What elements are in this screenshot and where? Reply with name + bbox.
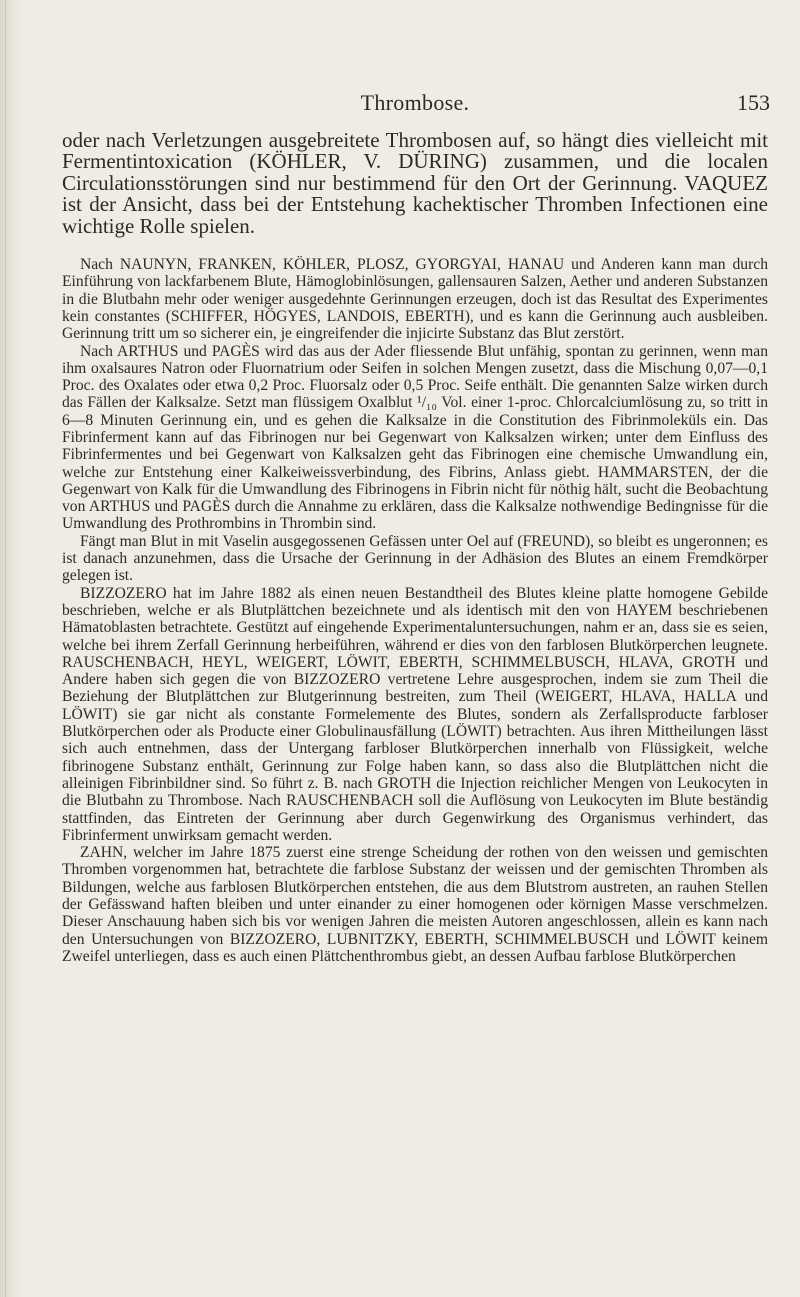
page-gutter-line: [5, 0, 6, 1297]
paragraph-arthus: Nach ARTHUS und PAGÈS wird das aus der Ader fliessende Blut unfähig, spontan zu gerinnen, wenn man ihm oxalsaures Natron oder Fluornatrium oder Seifen in solchen Mengen zusetzt, dass die Mischung 0,07—0,1 Proc. des Oxalates oder etwa 0,2 Proc. Fluorsalz oder 0,5 Proc. Seife enthält. Die genannten Salze wirken durch das Fällen der Kalksalze. Setzt man flüssigem Oxalblut ¹/₁₀ Vol. einer 1-proc. Chlorcalciumlösung zu, so tritt in 6—8 Minuten Gerinnung ein, und es gehen die Kalksalze in die Constitution des Fibrinmoleküls ein. Das Fibrinferment kann auf das Fibrinogen nur bei Gegenwart von Kalksalzen wirken; unter dem Einfluss des Fibrinfermentes und bei Gegenwart von Kalksalzen geht das Fibrinogen eine chemische Umwandlung ein, welche zur Entstehung einer Kalkeiweissverbindung, des Fibrins, Anlass giebt. HAMMARSTEN, der die Gegenwart von Kalk für die Umwandlung des Fibrinogens in Fibrin nicht für nöthig hält, sucht die Beobachtung von ARTHUS und PAGÈS durch die Annahme zu erklären, dass die Kalksalze nothwendige Bedingnisse für die Umwandlung des Prothrombins in Thrombin sind.: [62, 342, 768, 533]
paragraph-naunyn: Nach NAUNYN, FRANKEN, KÖHLER, PLOSZ, GYORGYAI, HANAU und Anderen kann man durch Einführung von lackfarbenem Blute, Hämoglobinlösungen, gallensauren Salzen, Aether und anderen Substanzen in die Blutbahn mehr oder weniger ausgedehnte Gerinnungen erzeugen, doch ist das Resultat des Experimentes kein constantes (SCHIFFER, HÖGYES, LANDOIS, EBERTH), und es kann die Gerinnung auch ausbleiben. Gerinnung tritt um so sicherer ein, je eingreifender die injicirte Substanz das Blut zerstört.: [62, 256, 768, 343]
paragraph-bizzozero: BIZZOZERO hat im Jahre 1882 als einen neuen Bestandtheil des Blutes kleine platte homogene Gebilde beschrieben, welche er als Blutplättchen bezeichnete und als identisch mit den von HAYEM beschriebenen Hämatoblasten betrachtete. Gestützt auf eingehende Experimentaluntersuchungen, nahm er an, dass sie es seien, welche bei ihrem Zerfall Gerinnung herbeiführen, während er dies von den farblosen Blutkörperchen leugnete. RAUSCHENBACH, HEYL, WEIGERT, LÖWIT, EBERTH, SCHIMMELBUSCH, HLAVA, GROTH und Andere haben sich gegen die von BIZZOZERO vertretene Lehre ausgesprochen, indem sie zum Theil die Beziehung der Blutplättchen zur Blutgerinnung bestreiten, zum Theil (WEIGERT, HLAVA, HALLA und LÖWIT) sie gar nicht als constante Formelemente des Blutes, sondern als Zerfallsproducte farbloser Blutkörperchen oder als Producte einer Globulinausfällung (LÖWIT) betrachten. Aus ihren Mittheilungen lässt sich auch entnehmen, dass der Untergang farbloser Blutkörperchen innerhalb von Flüssigkeit, welche fibrinogene Substanz enthält, Gerinnung zur Folge haben kann, so dass also die Blutplättchen nicht die alleinigen Fibrinbildner sind. So führt z. B. nach GROTH die Injection reichlicher Mengen von Leukocyten in die Blutbahn zu Thrombose. Nach RAUSCHENBACH soll die Auflösung von Leukocyten im Blute beständig stattfinden, das Eintreten der Gerinnung aber durch Gegenwirkung des Organismus verhindert, das Fibrinferment unwirksam gemacht werden.: [62, 584, 768, 844]
paragraph-zahn: ZAHN, welcher im Jahre 1875 zuerst eine strenge Scheidung der rothen von den weissen und gemischten Thromben vorgenommen hat, betrachtete die farblose Substanz der weissen und der gemischten Thromben als Bildungen, welche aus farblosen Blutkörperchen entstehen, die aus dem Blutstrom austreten, an rauhen Stellen der Gefässwand haften bleiben und unter einander zu einer homogenen oder körnigen Masse verschmelzen. Dieser Anschauung haben sich bis vor wenigen Jahren die meisten Autoren angeschlossen, allein es kann nach den Untersuchungen von BIZZOZERO, LUBNITZKY, EBERTH, SCHIMMELBUSCH und LÖWIT keinem Zweifel unterliegen, dass es auch einen Plättchenthrombus giebt, an dessen Aufbau farblose Blutkörperchen: [62, 844, 768, 965]
paragraph-freund: Fängt man Blut in mit Vaselin ausgegossenen Gefässen unter Oel auf (FREUND), so bleibt es ungeronnen; es ist danach anzunehmen, dass die Ursache der Gerinnung in der Adhäsion des Blutes an einem Fremdkörper gelegen ist.: [62, 532, 768, 585]
running-title: Thrombose.: [360, 90, 470, 115]
page-number: 153: [737, 90, 770, 115]
page-gutter-shadow: [0, 0, 22, 1297]
lead-paragraph: oder nach Verletzungen ausgebreitete Thrombosen auf, so hängt dies vielleicht mit Fermentintoxication (KÖHLER, V. DÜRING) zusammen, und die localen Circulationsstörungen sind nur bestimmend für den Ort der Gerinnung. VAQUEZ ist der Ansicht, dass bei der Entstehung kachektischer Thromben Infectionen eine wichtige Rolle spielen.: [62, 128, 768, 238]
page-body: [62, 130, 768, 965]
page-header: [60, 90, 770, 120]
